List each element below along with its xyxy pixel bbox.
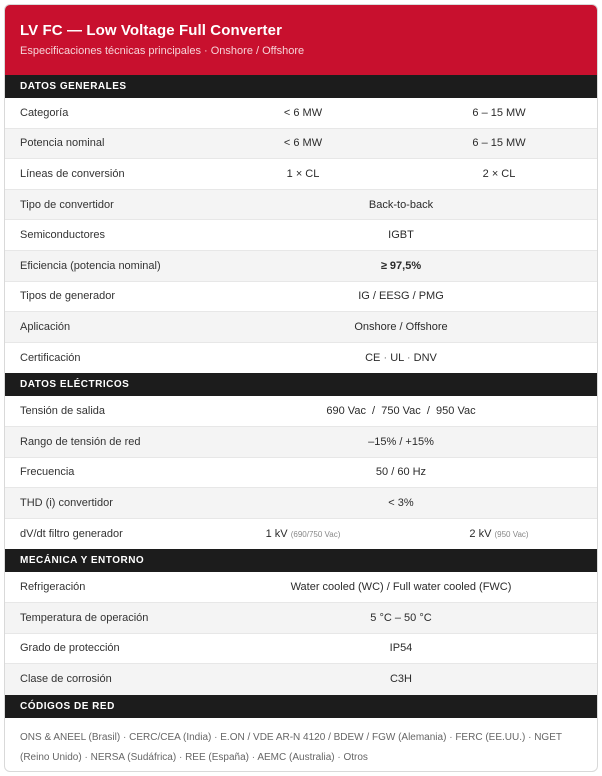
section-general [5, 98, 597, 373]
page-subtitle: Especificaciones técnicas principales · Onshore / Offshore [20, 45, 305, 57]
spec-value-b: 6 – 15 MW [472, 106, 526, 119]
dvdt-a-note: (690/750 Vac) [290, 530, 341, 540]
grid-code-item: CERC/CEA (India) [129, 731, 212, 743]
grid-code-item: NERSA (Sudáfrica) [90, 751, 177, 763]
spec-row-tipo [5, 190, 597, 221]
spec-label: Líneas de conversión [20, 167, 125, 180]
section-electrical-heading: DATOS ELÉCTRICOS [5, 373, 597, 396]
spec-row-potencia [5, 129, 597, 160]
dvdt-a-value: 1 kV [265, 528, 288, 541]
spec-label: Semiconductores [20, 229, 105, 242]
page-title: LV FC — Low Voltage Full Converter [20, 22, 283, 39]
spec-label: Tensión de salida [20, 405, 106, 418]
grid-code-item: Otros [343, 751, 368, 763]
spec-label: Frecuencia [20, 466, 75, 479]
spec-row-temperatura [5, 603, 597, 634]
spec-label: Rango de tensión de red [20, 435, 141, 448]
spec-label: Tipos de generador [20, 290, 115, 303]
spec-value: Onshore / Offshore [354, 320, 448, 333]
spec-value: IP54 [389, 642, 413, 655]
spec-label: Potencia nominal [20, 137, 105, 150]
spec-value-b [401, 528, 597, 540]
spec-row-refrigeracion [5, 572, 597, 603]
section-mechanical-heading: MECÁNICA Y ENTORNO [5, 549, 597, 572]
spec-row-aplicacion [5, 312, 597, 343]
spec-card [4, 4, 598, 772]
spec-row-thd [5, 488, 597, 519]
grid-code-item: ONS & ANEEL (Brasil) [20, 731, 121, 743]
spec-row-corrosion [5, 664, 597, 695]
spec-label: THD (i) convertidor [20, 496, 113, 509]
spec-value: < 3% [388, 496, 414, 509]
spec-value-b: 6 – 15 MW [472, 137, 526, 150]
spec-label: Grado de protección [20, 642, 120, 655]
spec-label: Refrigeración [20, 581, 86, 594]
spec-row-proteccion [5, 634, 597, 665]
spec-value-a: < 6 MW [283, 137, 323, 150]
card-header [5, 5, 597, 75]
spec-row-frecuencia [5, 458, 597, 489]
spec-row-lineas [5, 159, 597, 190]
spec-label: Temperatura de operación [20, 611, 149, 624]
section-mechanical [5, 572, 597, 694]
spec-row-certificacion [5, 343, 597, 374]
spec-value: IGBT [388, 229, 414, 242]
grid-code-item: AEMC (Australia) [257, 751, 335, 763]
spec-value-a [205, 528, 401, 540]
grid-code-item: NGET (Reino Unido) [20, 731, 562, 763]
spec-value: IG / EESG / PMG [358, 290, 444, 303]
spec-value: ≥ 97,5% [380, 259, 422, 272]
spec-row-categoria [5, 98, 597, 129]
grid-code-item: E.ON / VDE AR-N 4120 / BDEW / FGW (Alemania) [220, 731, 447, 743]
spec-value: CE · UL · DNV [365, 352, 437, 365]
section-codes-heading: CÓDIGOS DE RED [5, 695, 597, 718]
cert-item: UL [390, 352, 404, 365]
spec-value: Water cooled (WC) / Full water cooled (FWC) [290, 581, 512, 594]
spec-value: C3H [389, 673, 412, 686]
grid-code-item: FERC (EE.UU.) [455, 731, 526, 743]
spec-value: 50 / 60 Hz [375, 466, 427, 479]
spec-label: Tipo de convertidor [20, 198, 114, 211]
spec-value: –15% / +15% [368, 435, 434, 448]
spec-row-generador [5, 282, 597, 313]
section-electrical [5, 396, 597, 549]
spec-row-tension [5, 396, 597, 427]
spec-row-semiconductores [5, 220, 597, 251]
spec-label: Categoría [20, 106, 69, 119]
spec-label: Clase de corrosión [20, 673, 112, 686]
dvdt-b-note: (950 Vac) [494, 530, 529, 540]
spec-value-b: 2 × CL [482, 167, 516, 180]
spec-value-a: 1 × CL [286, 167, 320, 180]
spec-row-eficiencia [5, 251, 597, 282]
spec-label: dV/dt filtro generador [20, 528, 123, 541]
spec-row-rango [5, 427, 597, 458]
spec-value: 690 Vac / 750 Vac / 950 Vac [326, 405, 476, 418]
spec-row-dvdt [5, 519, 597, 550]
spec-label: Aplicación [20, 320, 71, 333]
dvdt-b-value: 2 kV [469, 528, 492, 541]
grid-codes-list: ONS & ANEEL (Brasil) · CERC/CEA (India) · E.ON / VDE AR-N 4120 / BDEW / FGW (Alemania) · FERC (EE.UU.) · NGET (Reino Unido) · NERSA (Sudáfrica) · REE (España) · AEMC (Australia) · Otros [20, 731, 562, 763]
section-general-heading: DATOS GENERALES [5, 75, 597, 98]
spec-value: Back-to-back [368, 198, 434, 211]
cert-item: CE [365, 352, 381, 365]
cert-item: DNV [413, 352, 437, 365]
spec-value: 5 °C – 50 °C [370, 611, 432, 624]
spec-label: Eficiencia (potencia nominal) [20, 259, 161, 272]
grid-code-item: REE (España) [185, 751, 249, 763]
spec-value-a: < 6 MW [283, 106, 323, 119]
spec-label: Certificación [20, 352, 81, 365]
